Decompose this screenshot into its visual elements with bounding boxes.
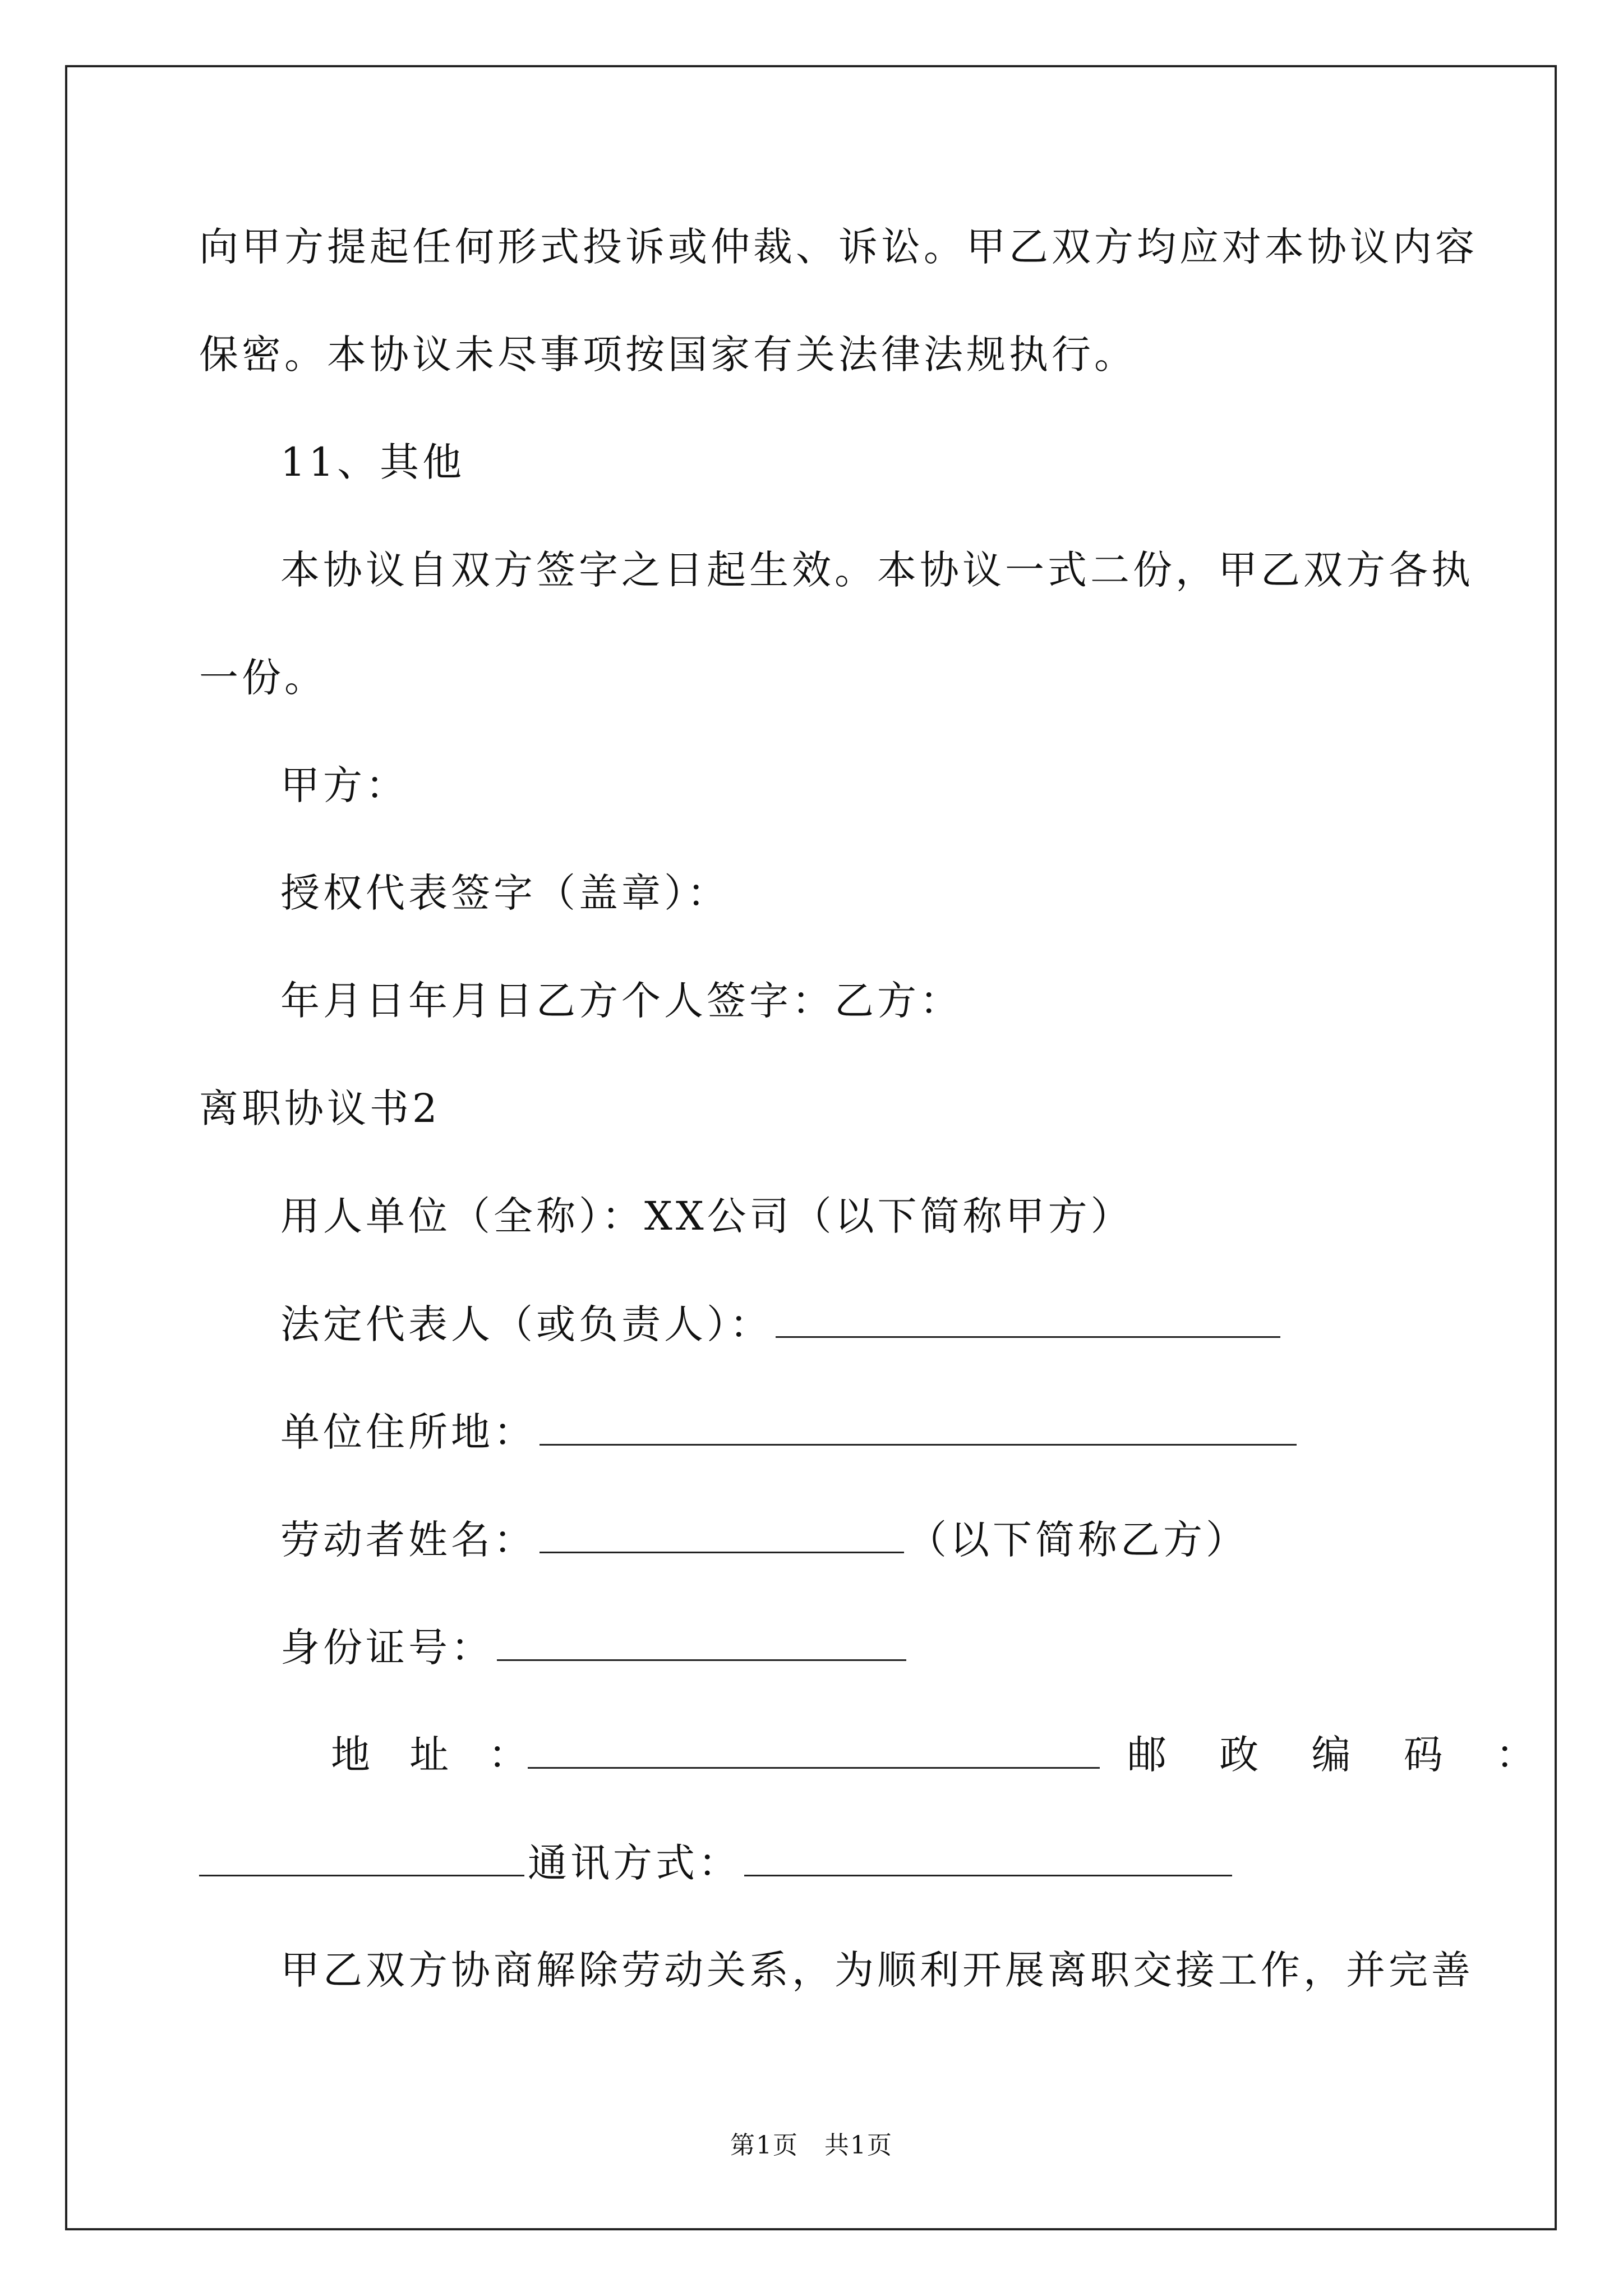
page-border xyxy=(65,65,1557,2230)
text-line: 保密。本协议未尽事项按国家有关法律法规执行。 xyxy=(199,332,1137,378)
employee-name-blank[interactable] xyxy=(540,1517,904,1553)
legal-rep-line xyxy=(280,1301,1284,1347)
date-signature-line: 年月日年月日乙方个人签字：乙方： xyxy=(280,978,962,1024)
employee-name-line xyxy=(280,1517,1248,1562)
postcode-label: 邮 政 编 码 ： xyxy=(1127,1732,1556,1778)
home-address-blank[interactable] xyxy=(528,1732,1100,1769)
signature-label: 授权代表签字（盖章）： xyxy=(280,870,730,916)
legal-rep-blank[interactable] xyxy=(776,1301,1280,1338)
employee-name-label: 劳动者姓名： xyxy=(280,1517,536,1563)
address-line xyxy=(280,1409,1300,1455)
postcode-blank[interactable] xyxy=(199,1840,524,1876)
section-heading: 11、其他 xyxy=(280,439,465,485)
document-title: 离职协议书2 xyxy=(199,1085,441,1131)
employer-line: 用人单位（全称）：XX公司（以下简称甲方） xyxy=(280,1193,1133,1239)
employee-note: （以下简称乙方） xyxy=(907,1517,1248,1563)
text-line: 本协议自双方签字之日起生效。本协议一式二份，甲乙双方各执 xyxy=(280,547,1474,593)
page-footer: 第1页 共1页 xyxy=(730,2131,893,2160)
contact-label: 通讯方式： xyxy=(528,1840,741,1886)
legal-rep-label: 法定代表人（或负责人）： xyxy=(280,1301,772,1347)
party-a-label: 甲方： xyxy=(280,762,408,808)
address-blank[interactable] xyxy=(540,1409,1297,1446)
id-number-blank[interactable] xyxy=(497,1625,906,1661)
text-line: 向甲方提起任何形式投诉或仲裁、诉讼。甲乙双方均应对本协议内容 xyxy=(199,224,1478,270)
text-line: 一份。 xyxy=(199,655,327,701)
id-number-label: 身份证号： xyxy=(280,1625,494,1671)
text-line: 甲乙双方协商解除劳动关系，为顺利开展离职交接工作，并完善 xyxy=(280,1947,1474,1993)
contact-blank[interactable] xyxy=(744,1840,1232,1876)
home-address-label: 地 址 ： xyxy=(331,1732,541,1778)
id-number-line xyxy=(280,1625,910,1670)
contact-line xyxy=(199,1840,1235,1885)
address-label: 单位住所地： xyxy=(280,1409,536,1455)
